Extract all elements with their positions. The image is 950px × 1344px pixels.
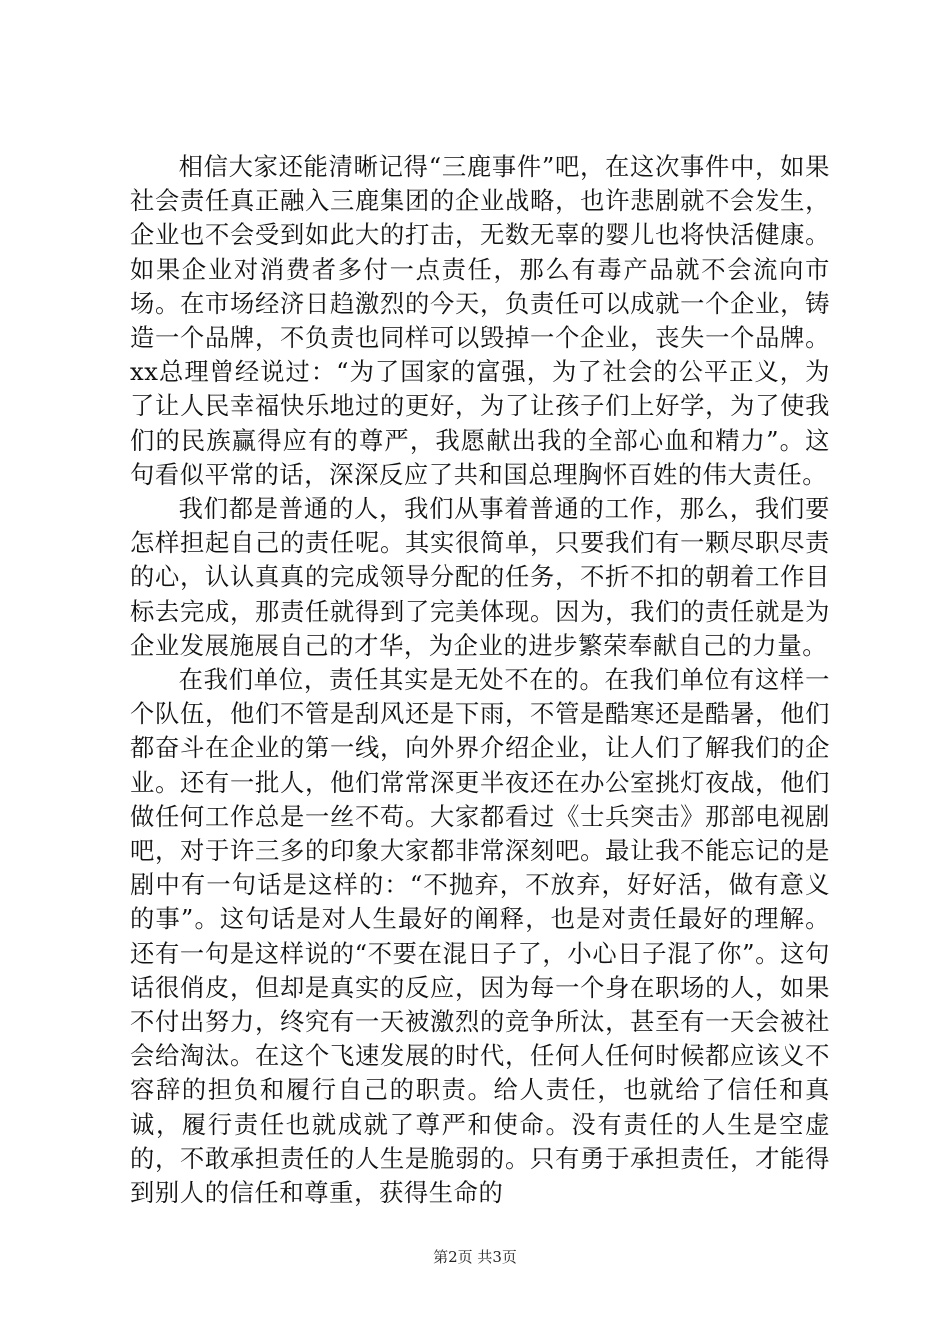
- page-footer: 第2页 共3页: [433, 1248, 517, 1266]
- paragraph: 相信大家还能清晰记得“三鹿事件”吧，在这次事件中，如果社会责任真正融入三鹿集团的企业战略，也许悲剧就不会发生，企业也不会受到如此大的打击，无数无辜的婴儿也将快活健康。如果企业对消费者多付一点责任，那么有毒产品就不会流向市场。在市场经济日趋激烈的今天，负责任可以成就一个企业，铸造一个品牌，不负责也同样可以毁掉一个企业，丧失一个品牌。xx总理曾经说过：“为了国家的富强，为了社会的公平正义，为了让人民幸福快乐地过的更好，为了让孩子们上好学，为了使我们的民族赢得应有的尊严，我愿献出我的全部心血和精力”。这句看似平常的话，深深反应了共和国总理胸怀百姓的伟大责任。: [130, 152, 830, 489]
- document-body: [130, 150, 830, 1210]
- paragraph: 我们都是普通的人，我们从事着普通的工作，那么，我们要怎样担起自己的责任呢。其实很简单，只要我们有一颗尽职尽责的心，认认真真的完成领导分配的任务，不折不扣的朝着工作目标去完成，那责任就得到了完美体现。因为，我们的责任就是为企业发展施展自己的才华，为企业的进步繁荣奉献自己的力量。: [130, 494, 830, 660]
- paragraph: 在我们单位，责任其实是无处不在的。在我们单位有这样一个队伍，他们不管是刮风还是下雨，不管是酷寒还是酷暑，他们都奋斗在企业的第一线，向外界介绍企业，让人们了解我们的企业。还有一批人，他们常常深更半夜还在办公室挑灯夜战，他们做任何工作总是一丝不苟。大家都看过《士兵突击》那部电视剧吧，对于许三多的印象大家都非常深刻吧。最让我不能忘记的是剧中有一句话是这样的：“不抛弃，不放弃，好好活，做有意义的事”。这句话是对人生最好的阐释，也是对责任最好的理解。还有一句是这样说的“不要在混日子了，小心日子混了你”。这句话很俏皮，但却是真实的反应，因为每一个身在职场的人，如果不付出努力，终究有一天被激烈的竞争所汰，甚至有一天会被社会给淘汰。在这个飞速发展的时代，任何人任何时候都应该义不容辞的担负和履行自己的职责。给人责任，也就给了信任和真诚，履行责任也就成就了尊严和使命。没有责任的人生是空虚的，不敢承担责任的人生是脆弱的。只有勇于承担责任，才能得到别人的信任和尊重，获得生命的: [130, 665, 830, 1208]
